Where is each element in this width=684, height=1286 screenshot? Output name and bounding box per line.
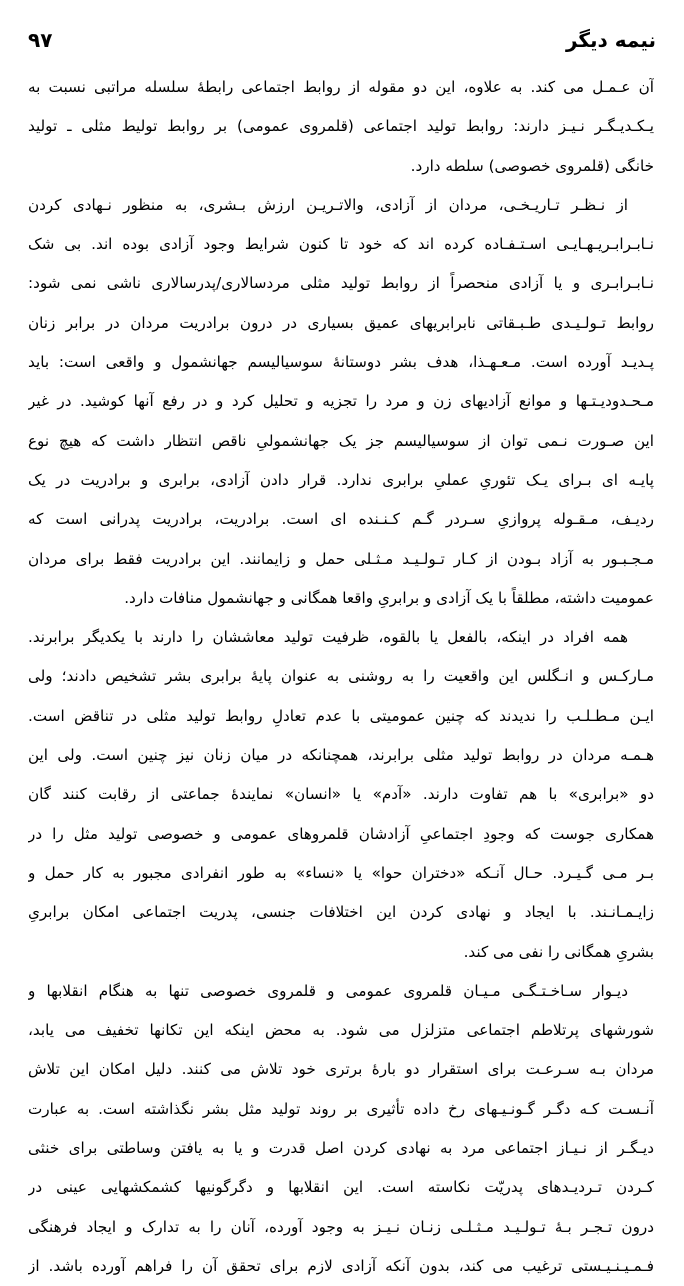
text-line: مـجـبـور به آزاد بـودن از کـار تـولـیـد مـثـلی حمل و زایمانند. این برادریت فقط برای مردان (28, 549, 654, 568)
text-line: همکاری جوست که وجودِ اجتماعیِ آزادشان قلمروهای عمومی و خصوصی تولید مثل را در (28, 824, 654, 843)
text-line: بـر مـی گـیـرد. حـال آنـکه «دختران حوا» یا «نساء» به طور انفرادی مجبور به کار حمل و (28, 863, 654, 882)
text-line: آنـسـت کـه دگـر گـونـیـهای رخ داده تأثیری بر روند تولید مثل بشر نگذاشته است. به عبارت (28, 1099, 654, 1118)
running-title: نیمه دیگر (565, 28, 656, 52)
text-line: ردیـف، مـقـوله پروازیِ سـردر گـم کـنـنده ای است. برادریت، برادریت پدرانی است که (28, 510, 654, 529)
text-line: نـابـرابـری و یا آزادی منحصراً از روابط تولید مثلی مردسالاری/پدرسالاری ناشی نمی شود: (28, 274, 654, 293)
text-line: یـکـدیـگـر نـیـز دارند: روابط تولید اجتماعی (قلمروی عمومی) بر روابط تولیط مثلی ـ تولید (28, 117, 654, 136)
text-line: این صـورت نـمی توان از سوسیالیسم جز یک جهانشمولیِ ناقص انتظار داشت که هیچ نوع (28, 431, 654, 450)
text-line: خانگی (قلمروی خصوصی) سلطه دارد. (410, 156, 654, 175)
text-line: درون تـجـر بـهٔ تـولـیـد مـثـلـی زنـان نـیـز به وجود آورده، آنان را به تدارک و ایجاد فرهنگی (28, 1217, 654, 1236)
text-line: ایـن مـطـلـب را ندیدند که چنین عمومیتی با عدم تعادلِ روابط تولید مثلی در تناقض است. (28, 706, 654, 725)
text-line: عمومیت داشته، مطلقاً با یک آزادی و برابریِ واقعا همگانی و جهانشمول منافات دارد. (124, 588, 654, 607)
text-line: دیـوار سـاخـتـگـی مـیـان قلمروی عمومی و قلمروی خصوصی تنها به هنگام انقلابها و (28, 981, 628, 1000)
text-line: پـدیـد آورده است. مـعـهـذا، هدف بشر دوستانهٔ سوسیالیسم جهانشمول و واقعی است: باید (28, 353, 654, 372)
text-line: نـابـرابـریـهـایـی اسـتـفـاده کرده اند که خود تا کنون شرایط وجود آزادی بوده اند. بی شک (28, 235, 654, 254)
text-line: همه افراد در اینکه، بالفعل یا بالقوه، ظرفیت تولید معاششان را دارند با یکدیگر برابرند. (28, 628, 628, 647)
text-line: هـمـه مردان در روابط تولید مثلی برابرند، همچنانکه در میان زنان نیز چنین است. ولی این (28, 746, 654, 765)
page-number: ۹۷ (28, 28, 53, 52)
text-line: زایـمـانـند. با ایجاد و نهادی کردن این اختلافات جنسی، پدریت اجتماعی امکان برابریِ (28, 903, 654, 922)
text-line: بشریِ همگانی را نفی می کند. (463, 942, 654, 961)
text-line: پایـه ای بـرای یـک تئوریِ عملیِ برابری ندارد. قرار دادن آزادی، برابری و برادریت در یک (28, 470, 654, 489)
text-line: از نـظـر تـاریـخـی، مردان از آزادی، والاتـریـن ارزش بـشری، به منظور نـهادی کردن (28, 195, 628, 214)
text-line: مـارکـس و انـگلس این واقعیت را به روشنی به عنوان پایهٔ برابری بشر تشخیص دادند؛ ولی (28, 667, 654, 686)
text-line: مـحـدودیـتـها و موانع آزادیهای زن و مرد را تجزیه و تحلیل کرد و در رفع آنها کوشید. در غیر (28, 392, 654, 411)
text-line: شورشهای پرتلاطم اجتماعی متزلزل می شود. به محض اینکه این تکانها تخفیف می یابد، (28, 1021, 654, 1040)
body-text (28, 68, 654, 1286)
text-line: روابط تـولـیـدی طـبـقاتی نابرابریهای عمیق بسیاری در درون برادریت مردان در برابر زنان (28, 313, 654, 332)
text-line: فـمـیـنـیـستی ترغیب می کند، بدون آنکه آزادی لازم برای تحقق آن را فراهم آورده باشد. از (28, 1256, 654, 1275)
text-line: کـردن تـردیـدهای پدریّت نکاسته است. این انقلابها و دگرگونیها کشمکشهایی عینی در (28, 1178, 654, 1197)
text-line: دو «برابری» با هم تفاوت دارند. «آدم» یا «انسان» نمایندهٔ جماعتی از رقابت کنند گان (28, 785, 654, 804)
text-line: دیـگـر از نـیـاز اجتماعی مرد به نهادی کردن اصل قدرت و یا به یافتن وساطتی برای خنثی (28, 1139, 654, 1158)
text-line: مردان بـه سـرعـت برای استقرار دو بارهٔ برتری خود تلاش می کنند. دلیل امکان این تلاش (28, 1060, 654, 1079)
text-line: آن عـمـل می کند. به علاوه، این دو مقوله از روابط اجتماعی رابطهٔ سلسله مراتبی نسبت به (28, 78, 654, 96)
page-header (28, 22, 656, 58)
